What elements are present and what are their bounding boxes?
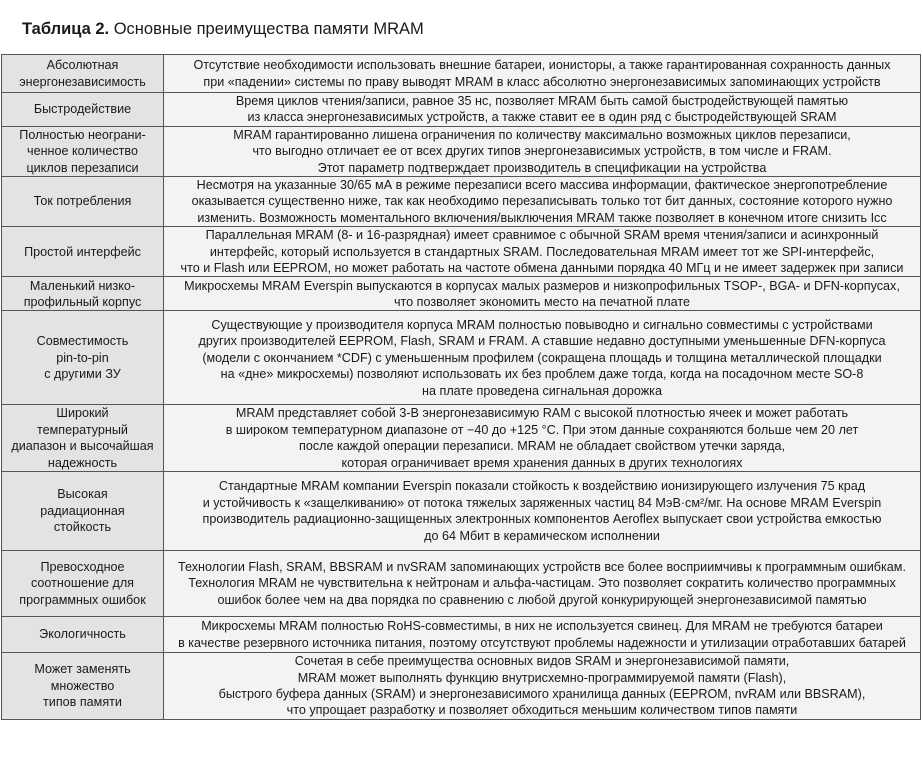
description-text: Время циклов чтения/записи, равное 35 нс, позволяет MRAM быть самой быстродействующей памятью из класса энергонезависимых устройств, а также ставит ее в один ряд с быстродействующей SRAM bbox=[235, 94, 849, 125]
table-row bbox=[2, 472, 921, 551]
description-text: Существующие у производителя корпуса MRAM полностью повыводно и сигнально совместимы с устройствами других производителей EEPROM, Flash, SRAM и FRAM. А ставшие недавно доступными уменьшенные DFN-корпуса (модели с окончанием *CDF) с уменьшенным профилем (сокращена площадь и толщина металлической площадки на «дне» микросхемы) позволяют использовать их без проблем даже тогда, когда на посадочном месте SO-8 на плате проведена сигнальная дорожка bbox=[198, 317, 886, 398]
feature-cell bbox=[2, 472, 164, 551]
table-row bbox=[2, 93, 921, 127]
table-caption bbox=[22, 18, 424, 40]
advantages-table bbox=[1, 54, 921, 720]
table-row bbox=[2, 617, 921, 653]
description-text: Микросхемы MRAM полностью RoHS-совместимы, в них не используется свинец. Для MRAM не требуются батареи в качестве резервного источника питания, поэтому отсутствуют проблемы надежности и утилизации отработавших батарей bbox=[178, 619, 906, 650]
feature-cell bbox=[2, 227, 164, 277]
description-text: MRAM гарантированно лишена ограничения по количеству максимально возможных циклов перезаписи, что выгодно отличает ее от всех других типов энергонезависимых устройств, в том числе и FRAM. Этот параметр подтверждает производитель в спецификации на устройства bbox=[233, 127, 851, 175]
table-row bbox=[2, 405, 921, 472]
description-text: Стандартные MRAM компании Everspin показали стойкость к воздействию ионизирующего излучения 75 крад и устойчивость к «защелкиванию» от потока тяжелых заряженных частиц 84 МэВ·см²/мг. На основе MRAM Everspin производитель радиационно-защищенных электронных компонентов Aeroflex выпускает свои устройства емкостью до 64 Мбит в керамическом исполнении bbox=[202, 479, 882, 543]
feature-cell bbox=[2, 653, 164, 720]
description-cell bbox=[164, 617, 921, 653]
table-row bbox=[2, 126, 921, 176]
feature-text: Может заменять множество типов памяти bbox=[34, 662, 131, 710]
description-text: Отсутствие необходимости использовать внешние батареи, ионисторы, а также гарантированная сохранность данных при «падении» системы по праву выводят MRAM в класс абсолютно энергонезависимых запоминающих устройств bbox=[193, 58, 891, 89]
table-number: Таблица 2. bbox=[22, 20, 110, 38]
table-body bbox=[2, 55, 921, 720]
description-cell bbox=[164, 405, 921, 472]
feature-cell bbox=[2, 55, 164, 93]
feature-cell bbox=[2, 126, 164, 176]
description-cell bbox=[164, 55, 921, 93]
description-text: MRAM представляет собой 3-В энергонезависимую RAM с высокой плотностью ячеек и может работать в широком температурном диапазоне от −40 до +125 °C. При этом данные сохраняются больше чем 20 лет после каждой операции перезаписи. MRAM не обладает свойством утечки заряда, которая ограничивает время хранения данных в других технологиях bbox=[225, 406, 859, 470]
feature-text: Быстродействие bbox=[33, 102, 132, 117]
table-row bbox=[2, 55, 921, 93]
feature-cell bbox=[2, 93, 164, 127]
feature-text: Высокая радиационная стойкость bbox=[40, 487, 125, 535]
feature-text: Совместимость pin-to-pin с другими ЗУ bbox=[36, 334, 129, 382]
feature-text: Абсолютная энергонезависимость bbox=[19, 58, 146, 89]
description-cell bbox=[164, 311, 921, 405]
feature-text: Превосходное соотношение для программных ошибок bbox=[19, 559, 146, 607]
table-row bbox=[2, 311, 921, 405]
table-row bbox=[2, 653, 921, 720]
description-text: Сочетая в себе преимущества основных видов SRAM и энергонезависимой памяти, MRAM может выполнять функцию внутрисхемно-программируемой памяти (Flash), быстрого буфера данных (SRAM) и энергонезависимого хранилища данных (EEPROM, nvRAM или BBSRAM), что упрощает разработку и позволяет обходиться меньшим количеством типов памяти bbox=[218, 654, 866, 718]
feature-text: Маленький низко- профильный корпус bbox=[23, 278, 142, 309]
description-cell bbox=[164, 227, 921, 277]
table-row bbox=[2, 551, 921, 617]
description-cell bbox=[164, 472, 921, 551]
table-title: Основные преимущества памяти MRAM bbox=[113, 20, 424, 38]
table-row bbox=[2, 177, 921, 227]
description-cell bbox=[164, 126, 921, 176]
feature-text: Полностью неограни- ченное количество циклов перезаписи bbox=[19, 127, 146, 175]
feature-cell bbox=[2, 405, 164, 472]
description-cell bbox=[164, 93, 921, 127]
description-text: Параллельная MRAM (8- и 16-разрядная) имеет сравнимое с обычной SRAM время чтения/записи и асинхронный интерфейс, который используется в стандартных SRAM. Последовательная MRAM имеет тот же SPI-интерфейс, что и Flash или EEPROM, но может работать на частоте обмена данными порядка 40 МГц и не имеет задержек при записи bbox=[180, 228, 904, 276]
description-cell bbox=[164, 551, 921, 617]
feature-cell bbox=[2, 277, 164, 311]
feature-cell bbox=[2, 551, 164, 617]
feature-text: Ток потребления bbox=[33, 194, 132, 209]
table-row bbox=[2, 227, 921, 277]
description-text: Микросхемы MRAM Everspin выпускаются в корпусах малых размеров и низкопрофильных TSOP-, BGA- и DFN-корпусах, что позволяет экономить место на печатной плате bbox=[184, 278, 900, 309]
feature-cell bbox=[2, 177, 164, 227]
feature-text: Простой интерфейс bbox=[24, 244, 141, 259]
description-cell bbox=[164, 177, 921, 227]
feature-text: Широкий температурный диапазон и высочайшая надежность bbox=[11, 406, 154, 470]
table-row bbox=[2, 277, 921, 311]
description-cell bbox=[164, 653, 921, 720]
description-cell bbox=[164, 277, 921, 311]
feature-text: Экологичность bbox=[39, 627, 126, 642]
feature-cell bbox=[2, 311, 164, 405]
feature-cell bbox=[2, 617, 164, 653]
description-text: Технологии Flash, SRAM, BBSRAM и nvSRAM запоминающих устройств все более восприимчивы к программным ошибкам. Технология MRAM не чувствительна к нейтронам и альфа-частицам. Это позволяет сократить количество программных ошибок более чем на два порядка по сравнению с любой другой конкурирующей энергонезависимой памятью bbox=[178, 559, 906, 607]
description-text: Несмотря на указанные 30/65 мА в режиме перезаписи всего массива информации, фактическое энергопотребление оказывается существенно ниже, так как необходимо перезаписывать только тот бит данных, состояние которого нужно изменить. Возможность моментального включения/выключения MRAM также позволяет в конечном итоге снизить Icc bbox=[191, 178, 893, 225]
